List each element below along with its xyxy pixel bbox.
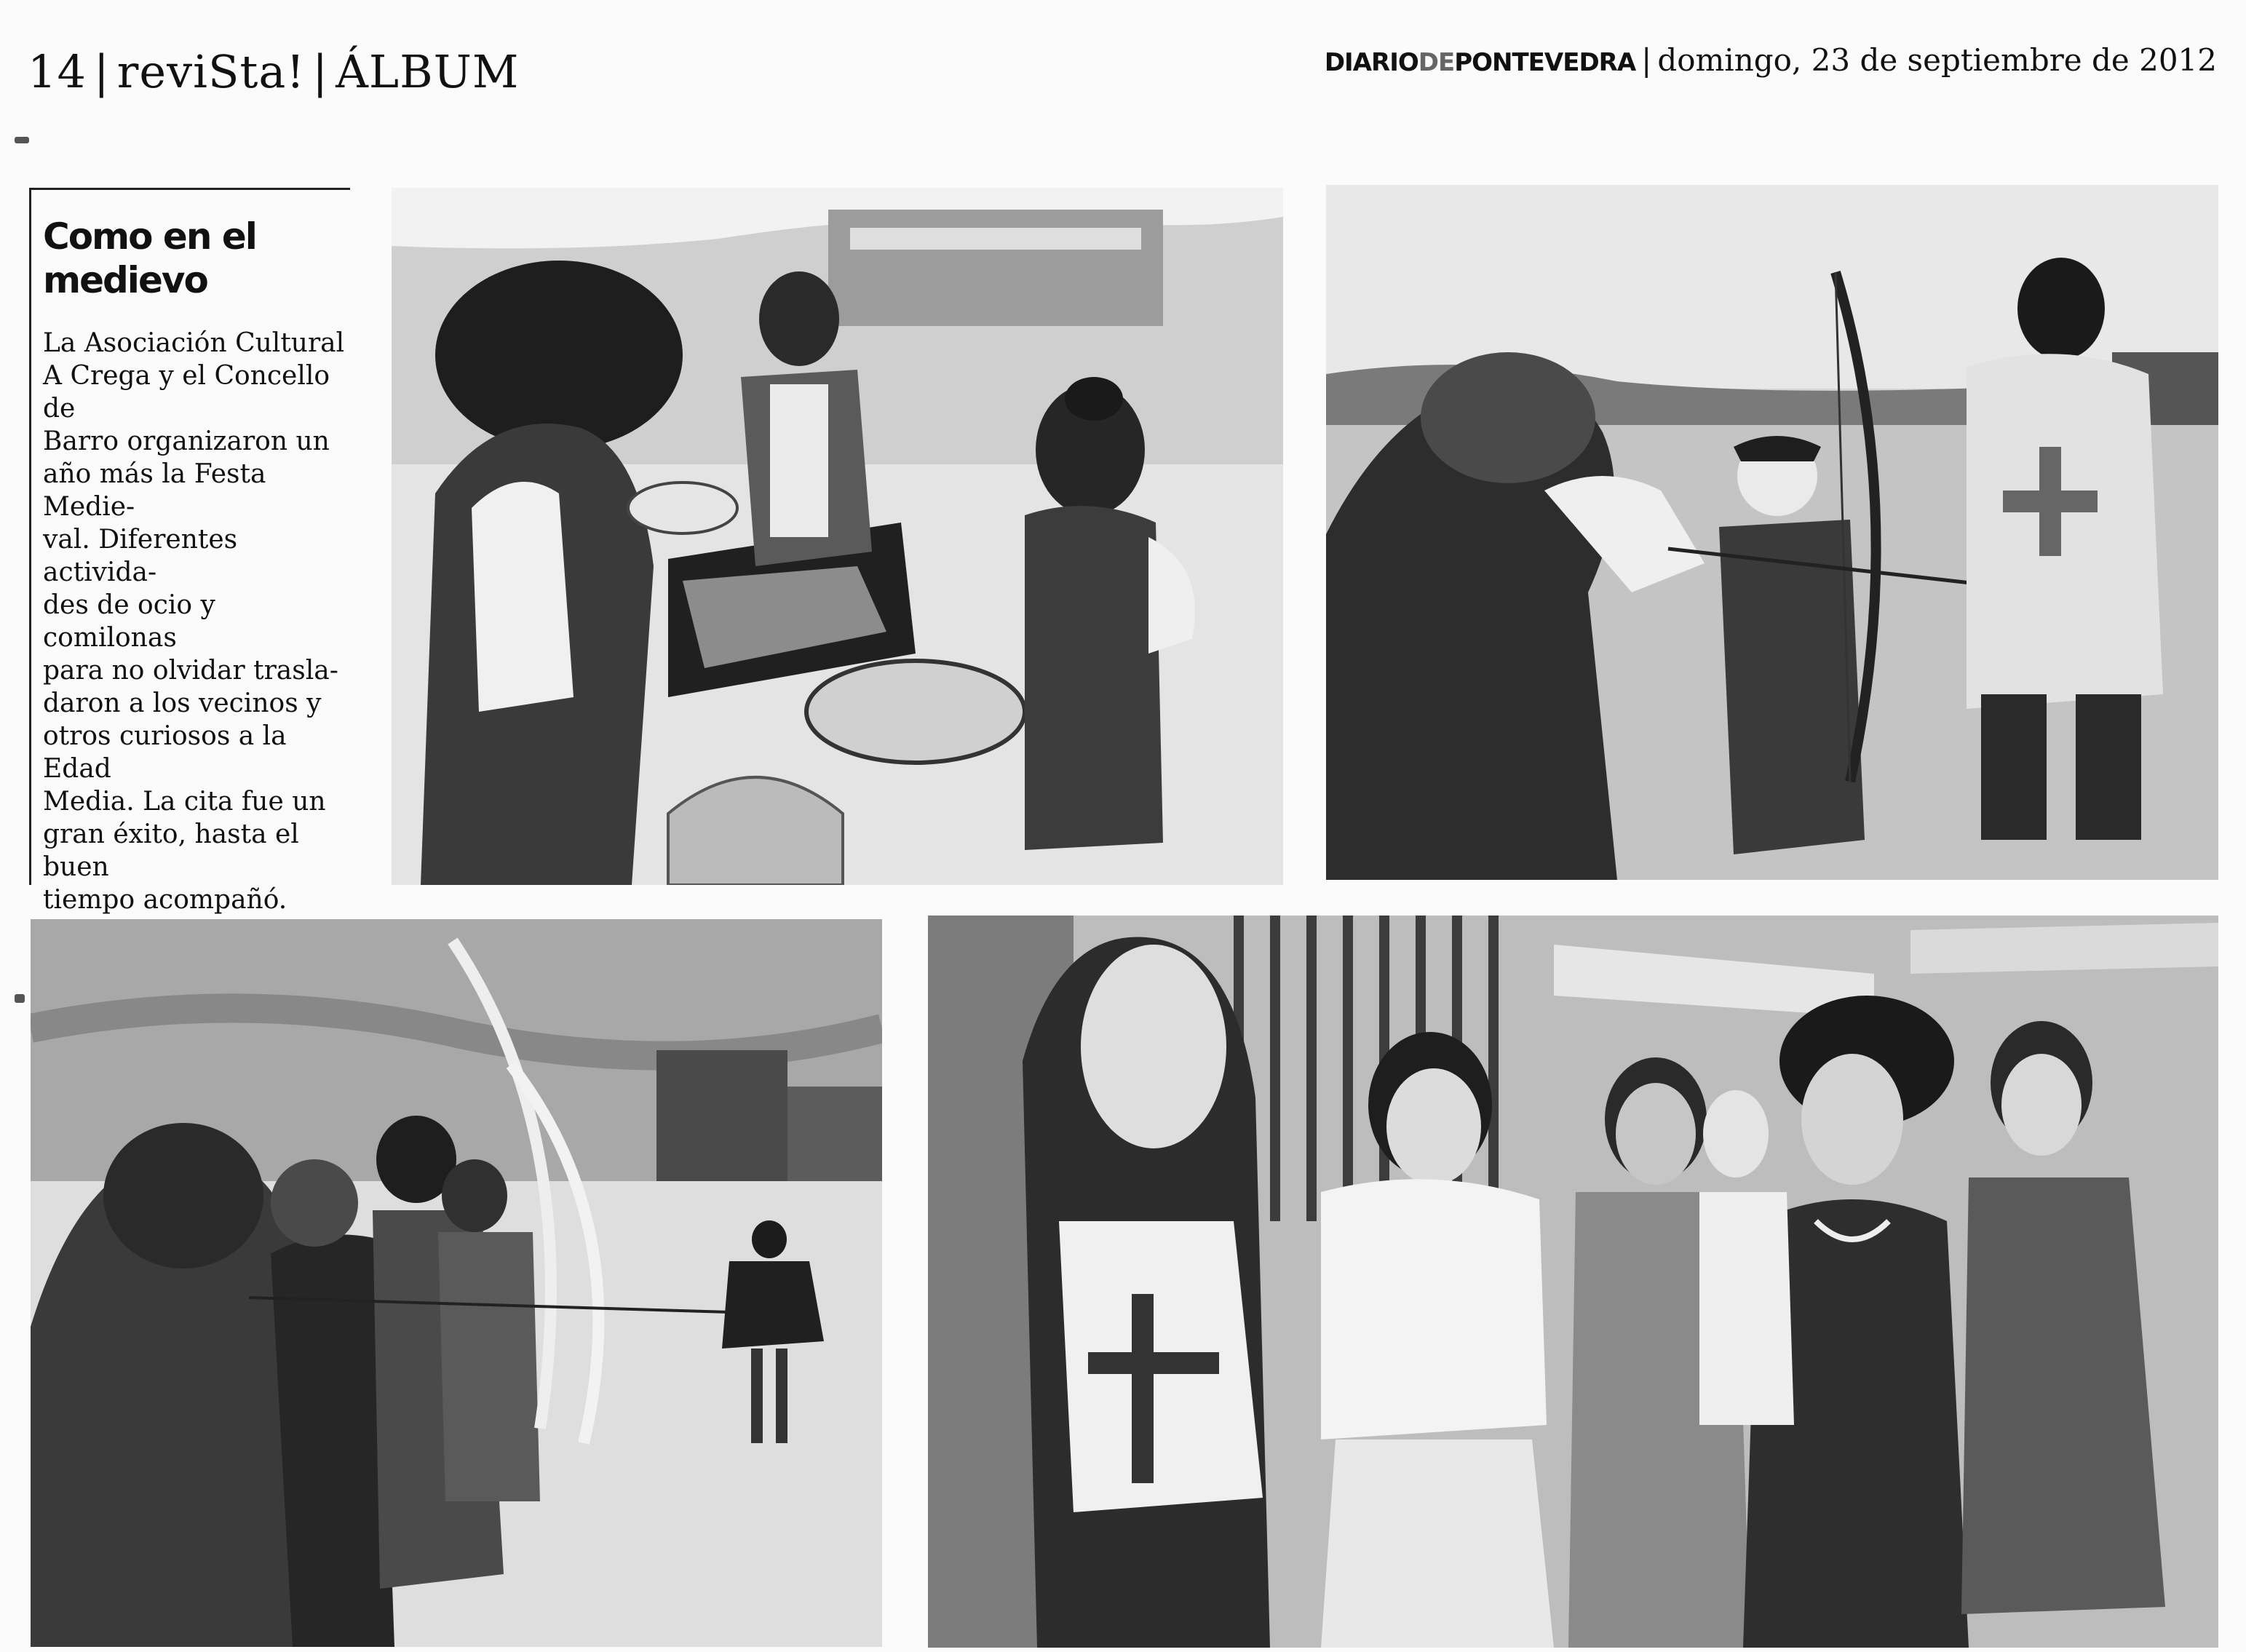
header-separator: | [93,45,110,98]
headline-line: Como en el [43,215,256,258]
header-separator: | [312,45,329,98]
body-line: año más la Festa Medie- [43,459,266,522]
scan-speck [15,994,25,1003]
headline-line: medievo [43,259,207,301]
photo-craft-table [392,188,1283,885]
photo-medieval-women [928,916,2218,1648]
brand-pontevedra: PONTEVEDRA [1454,48,1636,77]
article-body [43,327,350,950]
body-line: otros curiosos a la Edad [43,721,287,784]
photo-archery-lesson-image [1326,185,2218,880]
body-line: Media. La cita fue un [43,787,326,817]
page-header-left [28,45,519,98]
body-line: daron a los vecinos y [43,688,322,718]
subsection-name: ÁLBUM [336,45,520,98]
body-line: val. Diferentes activida- [43,525,238,587]
article-sidebar [29,188,350,915]
brand-diario: DIARIO [1324,48,1418,77]
newspaper-brand [1325,48,1635,77]
page-number: 14 [28,45,87,98]
photo-craft-table-image [392,188,1283,885]
scan-speck [15,137,29,143]
brand-de: DE [1418,48,1455,77]
page-header-right [1325,42,2217,78]
body-line: tiempo acompañó. [43,885,287,915]
body-line: La Asociación Cultural [43,328,345,358]
body-line: des de ocio y comilonas [43,590,215,653]
section-name: reviSta! [116,45,306,98]
article-headline [43,215,350,302]
photo-archers-group [31,919,882,1647]
issue-date: domingo, 23 de septiembre de 2012 [1657,42,2217,78]
header-separator: | [1641,42,1652,78]
body-line: gran éxito, hasta el buen [43,819,299,882]
photo-medieval-women-image [928,916,2218,1648]
photo-archery-lesson [1326,185,2218,880]
body-line: A Crega y el Concello de [43,361,330,424]
body-line: Barro organizaron un [43,426,330,456]
body-line: para no olvidar trasla- [43,656,338,686]
photo-archers-group-image [31,919,882,1647]
